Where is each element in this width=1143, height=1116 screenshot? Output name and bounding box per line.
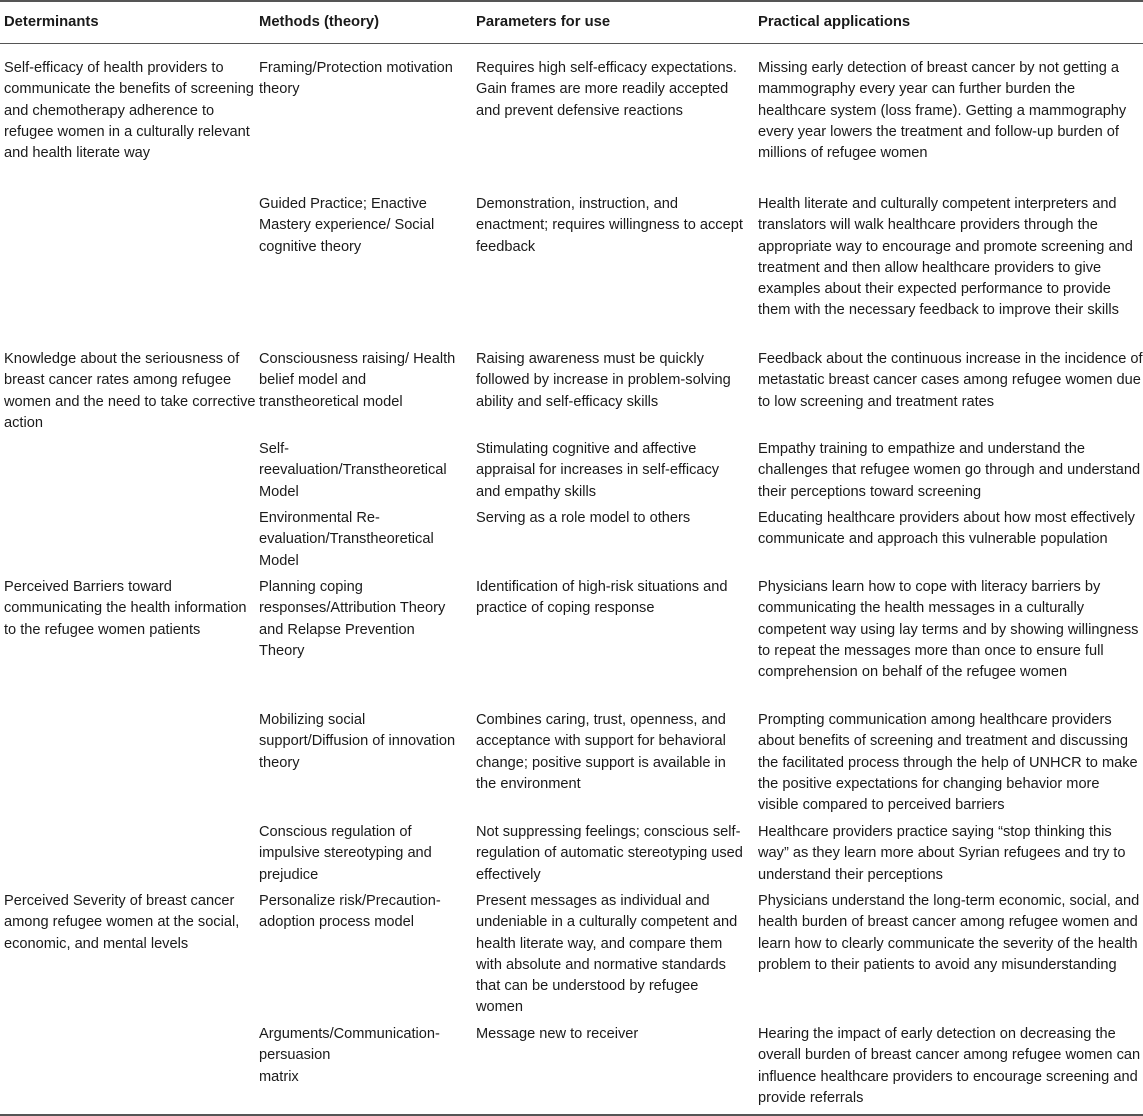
- table-row: [0, 44, 1143, 195]
- table-row: [0, 194, 1143, 349]
- application-cell: Missing early detection of breast cancer by not getting a mammography every year can further burden the healthcare system (loss frame). Getting a mammography every year lowers the treatment and follow-up burden of millions of refugee women: [758, 60, 1127, 162]
- method-cell: Mobilizing social support/Diffusion of innovation theory: [259, 712, 456, 771]
- header-methods: Methods (theory): [259, 1, 476, 44]
- table-row: [0, 439, 1143, 508]
- parameters-cell: Combines caring, trust, openness, and acceptance with support for behavioral change; positive support is available in the environment: [476, 712, 726, 792]
- parameters-cell: Not suppressing feelings; conscious self-regulation of automatic stereotyping used effectively: [476, 824, 743, 883]
- determinant-cell: [0, 508, 259, 577]
- application-cell: Educating healthcare providers about how most effectively communicate and approach this vulnerable population: [758, 510, 1135, 548]
- parameters-cell: Demonstration, instruction, and enactment; requires willingness to accept feedback: [476, 196, 743, 255]
- application-cell: Healthcare providers practice saying “stop thinking this way” as they learn more about Syrian refugees and try to understand their perceptions: [758, 824, 1126, 883]
- method-cell: Arguments/Communication-persuasion matrix: [259, 1024, 476, 1115]
- application-cell: Hearing the impact of early detection on decreasing the overall burden of breast cancer among refugee women can influence healthcare providers to encourage screening and provide referrals: [758, 1024, 1143, 1115]
- parameters-cell: Stimulating cognitive and affective appraisal for increases in self-efficacy and empathy skills: [476, 441, 720, 500]
- parameters-cell: Requires high self-efficacy expectations. Gain frames are more readily accepted and prevent defensive reactions: [476, 60, 737, 119]
- determinant-cell: [0, 439, 259, 508]
- determinant-cell: Perceived Severity of breast cancer among refugee women at the social, economic, and mental levels: [4, 893, 240, 952]
- determinant-cell: Self-efficacy of health providers to communicate the benefits of screening and chemotherapy adherence to refugee women in a culturally relevant and health literate way: [4, 60, 254, 162]
- determinant-cell: [0, 822, 259, 891]
- header-parameters: Parameters for use: [476, 1, 758, 44]
- method-cell: Personalize risk/Precaution-adoption process model: [259, 893, 441, 931]
- determinant-cell: Knowledge about the seriousness of breast cancer rates among refugee women and the need to take corrective action: [4, 351, 256, 431]
- parameters-cell: Present messages as individual and undeniable in a culturally competent and health literate way, and compare them with absolute and normative standards that can be understood by refugee women: [476, 893, 738, 1016]
- determinant-cell: [0, 710, 259, 822]
- determinant-cell: [0, 1024, 259, 1115]
- method-cell: Self-reevaluation/Transtheoretical Model: [259, 441, 447, 500]
- parameters-cell: Message new to receiver: [476, 1024, 758, 1115]
- method-cell: Conscious regulation of impulsive stereotyping and prejudice: [259, 824, 432, 883]
- method-cell: Guided Practice; Enactive Mastery experience/ Social cognitive theory: [259, 196, 435, 255]
- table-row: [0, 577, 1143, 710]
- parameters-cell: Serving as a role model to others: [476, 510, 691, 526]
- application-cell: Physicians learn how to cope with literacy barriers by communicating the health messages in a culturally competent way using lay terms and by showing willingness to repeat the messages more than once to ensure full comprehension on behalf of the refugee women: [758, 579, 1139, 681]
- application-cell: Health literate and culturally competent interpreters and translators will walk healthcare providers through the appropriate way to encourage and promote screening and treatment and then allow healthcare providers to give examples about their expected performance to provide them with the necessary feedback to improve their skills: [758, 196, 1133, 319]
- header-applications: Practical applications: [758, 1, 1143, 44]
- application-cell: Feedback about the continuous increase in the incidence of metastatic breast cancer cases among refugee women due to low screening and treatment rates: [758, 351, 1143, 410]
- table-row: [0, 349, 1143, 439]
- method-cell: Environmental Re-evaluation/Transtheoretical Model: [259, 510, 434, 569]
- application-cell: Physicians understand the long-term economic, social, and health burden of breast cancer among refugee women and learn how to clearly communicate the severity of the health problem to their patients to avoid any misunderstanding: [758, 893, 1140, 973]
- application-cell: Prompting communication among healthcare providers about benefits of screening and treatment and discussing the facilitated process through the help of UNHCR to make the positive expectations for changing behavior more visible compared to perceived barriers: [758, 712, 1138, 814]
- table-row: [0, 508, 1143, 577]
- method-cell: Framing/Protection motivation theory: [259, 60, 453, 98]
- table-row: [0, 1024, 1143, 1115]
- method-cell: Consciousness raising/ Health belief model and transtheoretical model: [259, 351, 456, 410]
- table-row: [0, 891, 1143, 1024]
- table-row: [0, 710, 1143, 822]
- method-cell: Planning coping responses/Attribution Theory and Relapse Prevention Theory: [259, 579, 446, 659]
- determinant-cell: Perceived Barriers toward communicating the health information to the refugee women patients: [4, 579, 247, 638]
- parameters-cell: Raising awareness must be quickly followed by increase in problem-solving ability and self-efficacy skills: [476, 351, 731, 410]
- determinant-cell: [0, 194, 259, 349]
- table-header-row: [0, 1, 1143, 44]
- application-cell: Empathy training to empathize and understand the challenges that refugee women go through and understand their perceptions toward screening: [758, 441, 1141, 500]
- parameters-cell: Identification of high-risk situations and practice of coping response: [476, 579, 728, 617]
- table-row: [0, 822, 1143, 891]
- header-determinants: Determinants: [0, 1, 259, 44]
